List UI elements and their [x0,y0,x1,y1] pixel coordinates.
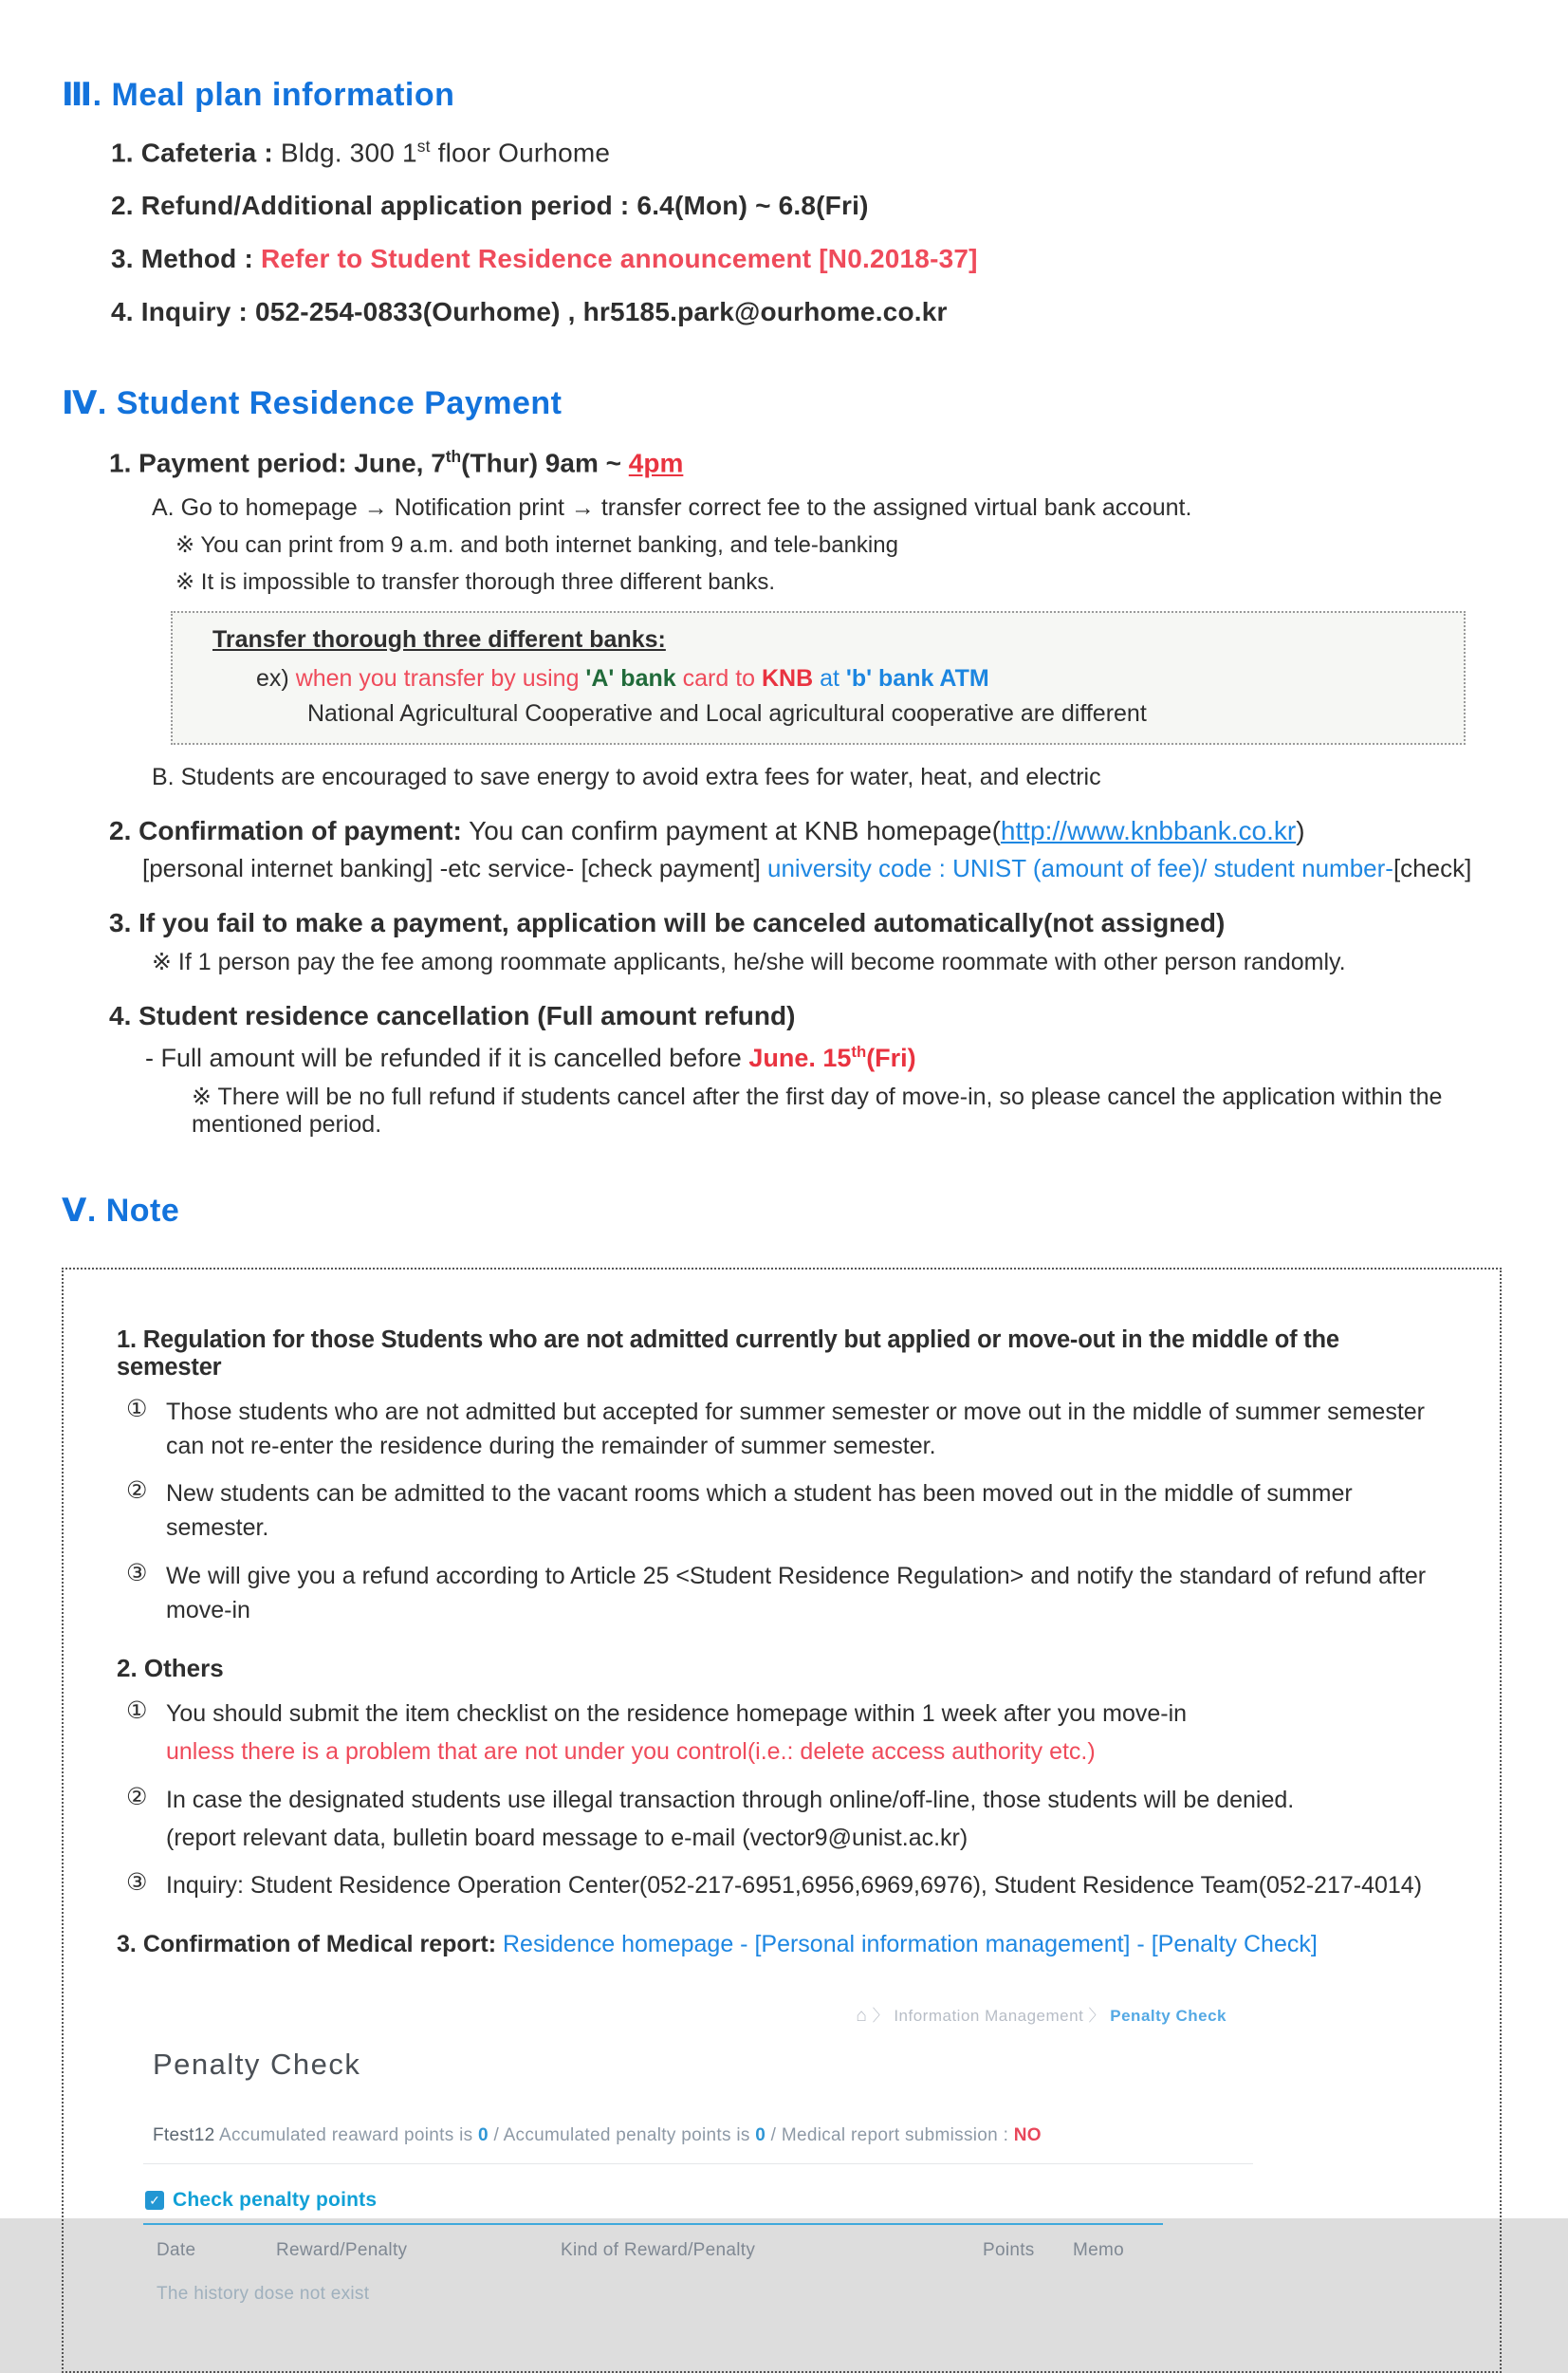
check-penalty-points-label: Check penalty points [173,2189,378,2212]
item-value: 6.4(Mon) ~ 6.8(Fri) [636,191,869,221]
method-announcement-ref: Refer to Student Residence announcement [N0.2018-37] [260,244,978,274]
others-heading-text: Others [143,1654,224,1683]
breadcrumb-item-information-management[interactable]: Information Management [894,2007,1084,2026]
payment-period-line [109,447,1502,478]
item-value-rest: floor Ourhome [430,138,611,168]
points-summary-row [143,2125,1253,2164]
penalty-check-page-title: Penalty Check [153,2048,361,2082]
payment-period-text-mid: (Thur) 9am ~ [461,448,629,478]
summary-text: / Medical report submission : [766,2125,1014,2146]
section-title-residence-payment: Ⅳ. Student Residence Payment [62,385,563,422]
home-icon[interactable]: ⌂ [856,2006,868,2027]
regulation-item-text: Those students who are not admitted but accepted for summer semester or move out in the middle of summer semester can not re-enter the residence during the remainder of summer semester. [166,1398,1425,1459]
item-label: Cafeteria : [140,138,281,168]
circled-number: ① [126,1697,148,1725]
others-item-2 [126,1783,1443,1856]
bank-a-label: 'A' bank [585,664,676,692]
username: Ftest12 [153,2125,215,2146]
item-value: Bldg. 300 1 [280,138,417,168]
column-header-memo: Memo [1073,2240,1124,2261]
summary-text: Accumulated reaward points is [214,2125,479,2146]
illegal-transaction-text: In case the designated students use illegal transaction through online/off-line, those students will be denied. [166,1786,1295,1813]
refund-deadline-line [145,1043,1502,1073]
check-penalty-points-header[interactable] [143,2189,1253,2212]
bank-b-atm-label: 'b' bank ATM [845,664,989,692]
example-prefix: ex) [256,664,296,692]
empty-history-message: The history dose not exist [157,2284,370,2305]
confirmation-close-paren: ) [1296,815,1305,845]
regulation-item-2 [126,1476,1443,1546]
transfer-example-line [256,665,1454,693]
cancellation-label: Student residence cancellation (Full amount refund) [138,1000,796,1030]
circled-number: ② [126,1477,148,1505]
circled-number: ① [126,1395,148,1422]
payment-deadline-highlight: 4pm [628,448,684,478]
transfer-example-box [171,611,1466,745]
confirmation-path-line [142,854,1502,883]
cooperative-note: National Agricultural Cooperative and Local agricultural cooperative are different [307,699,1147,727]
table-top-rule [143,2223,1163,2225]
item-label: Refund/Additional application period : [140,191,637,221]
regulation-heading [117,1326,1443,1381]
item-label: Inquiry : [140,297,255,327]
item-number: 3. [109,907,132,937]
regulation-heading-text: Regulation for those Students who are not admitted currently but applied or move-out in the middle of the semester [117,1326,1339,1381]
refund-text: - Full amount will be refunded if it is cancelled before [145,1043,749,1072]
meal-item-method [111,244,1502,274]
confirmation-text: You can confirm payment at KNB homepage( [461,815,1001,845]
report-email-text: (report relevant data, bulletin board message to e-mail (vector9@unist.ac.kr) [166,1824,968,1851]
failure-warning-text: If you fail to make a payment, application will be canceled automatically(not assigned) [138,907,1226,937]
breadcrumb-separator: 〉 [867,2007,895,2026]
summary-text: / Accumulated penalty points is [488,2125,756,2146]
breadcrumb [143,2002,1253,2027]
item-number: 2. [111,191,134,221]
operation-center-inquiry: Inquiry: Student Residence Operation Center(052-217-6951,6956,6969,6976), Student Residence Team(052-217-4014) [166,1872,1423,1900]
column-header-kind: Kind of Reward/Penalty [561,2240,756,2261]
cancellation-line [109,1001,1502,1031]
others-item-text [166,1696,1443,1770]
knb-homepage-link[interactable]: http://www.knbbank.co.kr [1000,815,1297,845]
roommate-note: ※ If 1 person pay the fee among roommate applicants, he/she will become roommate with other person randomly. [152,948,1346,975]
penalty-check-screenshot [143,2002,1253,2305]
medical-report-path: Residence homepage - [Personal information management] - [Penalty Check] [503,1931,1318,1958]
meal-item-cafeteria [111,137,1502,168]
refund-deadline-date [748,1044,915,1072]
others-item-text [166,1783,1443,1856]
payment-note-banks: ※ It is impossible to transfer thorough three different banks. [175,568,775,595]
column-header-reward-penalty: Reward/Penalty [276,2240,408,2261]
breadcrumb-current-penalty-check: Penalty Check [1110,2007,1227,2026]
payment-step-a: A. Go to homepage → Notification print → transfer correct fee to the assigned virtual bank account. [152,493,1192,521]
transfer-run-blue: at [813,664,846,692]
item-number: 4. [111,297,134,327]
confirmation-of-payment-line [109,816,1502,846]
circled-number: ③ [126,1869,148,1897]
column-header-date: Date [157,2240,196,2261]
payment-period-text: Payment period: June, 7 [138,448,446,478]
check-suffix: [check] [1393,853,1472,882]
item-number: 1. [109,448,132,478]
medical-report-label: Confirmation of Medical report: [142,1931,503,1958]
regulation-item-1 [126,1395,1443,1464]
penalty-points-value: 0 [755,2125,766,2146]
ordinal-superscript: th [851,1042,867,1061]
ordinal-superscript: st [416,137,431,156]
transfer-box-title: Transfer thorough three different banks: [212,625,666,653]
circled-number: ② [126,1783,148,1810]
payment-step-b: B. Students are encouraged to save energy to avoid extra fees for water, heat, and electric [152,763,1101,790]
others-item-3 [126,1868,1443,1902]
others-item-1 [126,1696,1443,1770]
transfer-run-red: when you transfer by using [295,664,586,692]
date-text: June. 15 [748,1043,852,1072]
item-number: 3. [111,244,134,274]
item-number: 1. [117,1326,137,1353]
item-number: 1. [111,138,134,168]
knb-label: KNB [762,664,814,692]
breadcrumb-separator: 〉 [1083,2007,1111,2026]
medical-report-line [117,1931,1443,1958]
circled-number: ③ [126,1559,148,1586]
confirmation-label: Confirmation of payment: [138,815,462,845]
payment-failure-line [109,908,1502,938]
checklist-exception-red: unless there is a problem that are not under you control(i.e.: delete access authority etc.) [166,1738,1096,1766]
no-refund-note: ※ There will be no full refund if students cancel after the first day of move-in, so please cancel the application within the mentioned period. [192,1083,1443,1138]
meal-item-inquiry [111,297,1502,327]
item-number: 3. [117,1931,137,1958]
date-day: (Fri) [866,1043,916,1072]
section-title-meal-plan: Ⅲ. Meal plan information [62,77,455,113]
checklist-text: You should submit the item checklist on the residence homepage within 1 week after you move-in [166,1700,1188,1728]
item-number: 2. [117,1654,138,1683]
meal-item-refund-period [111,191,1502,221]
regulation-item-3 [126,1559,1443,1628]
section-title-note: Ⅴ. Note [62,1192,180,1229]
column-header-points: Points [983,2240,1035,2261]
medical-report-status-badge: NO [1013,2125,1042,2146]
penalty-table-header [143,2240,1253,2261]
regulation-item-text: New students can be admitted to the vacant rooms which a student has been moved out in the middle of summer semester. [166,1480,1353,1542]
regulation-item-text: We will give you a refund according to Article 25 <Student Residence Regulation> and notify the standard of refund after move-in [166,1562,1427,1623]
transfer-run-red2: card to [675,664,762,692]
payment-note-print: ※ You can print from 9 a.m. and both internet banking, and tele-banking [175,531,898,558]
banking-path-text: [personal internet banking] -etc service- [check payment] [142,853,767,882]
note-box [62,1268,1502,2373]
inquiry-contact: 052-254-0833(Ourhome) , hr5185.park@ourhome.co.kr [254,297,948,327]
others-heading [117,1654,1443,1683]
university-code-text: university code : UNIST (amount of fee)/ student number- [767,853,1393,882]
check-icon: ✓ [145,2191,164,2210]
item-label: Method : [140,244,261,274]
item-number: 4. [109,1000,132,1030]
reward-points-value: 0 [478,2125,489,2146]
ordinal-superscript: th [445,447,462,467]
item-number: 2. [109,815,132,845]
